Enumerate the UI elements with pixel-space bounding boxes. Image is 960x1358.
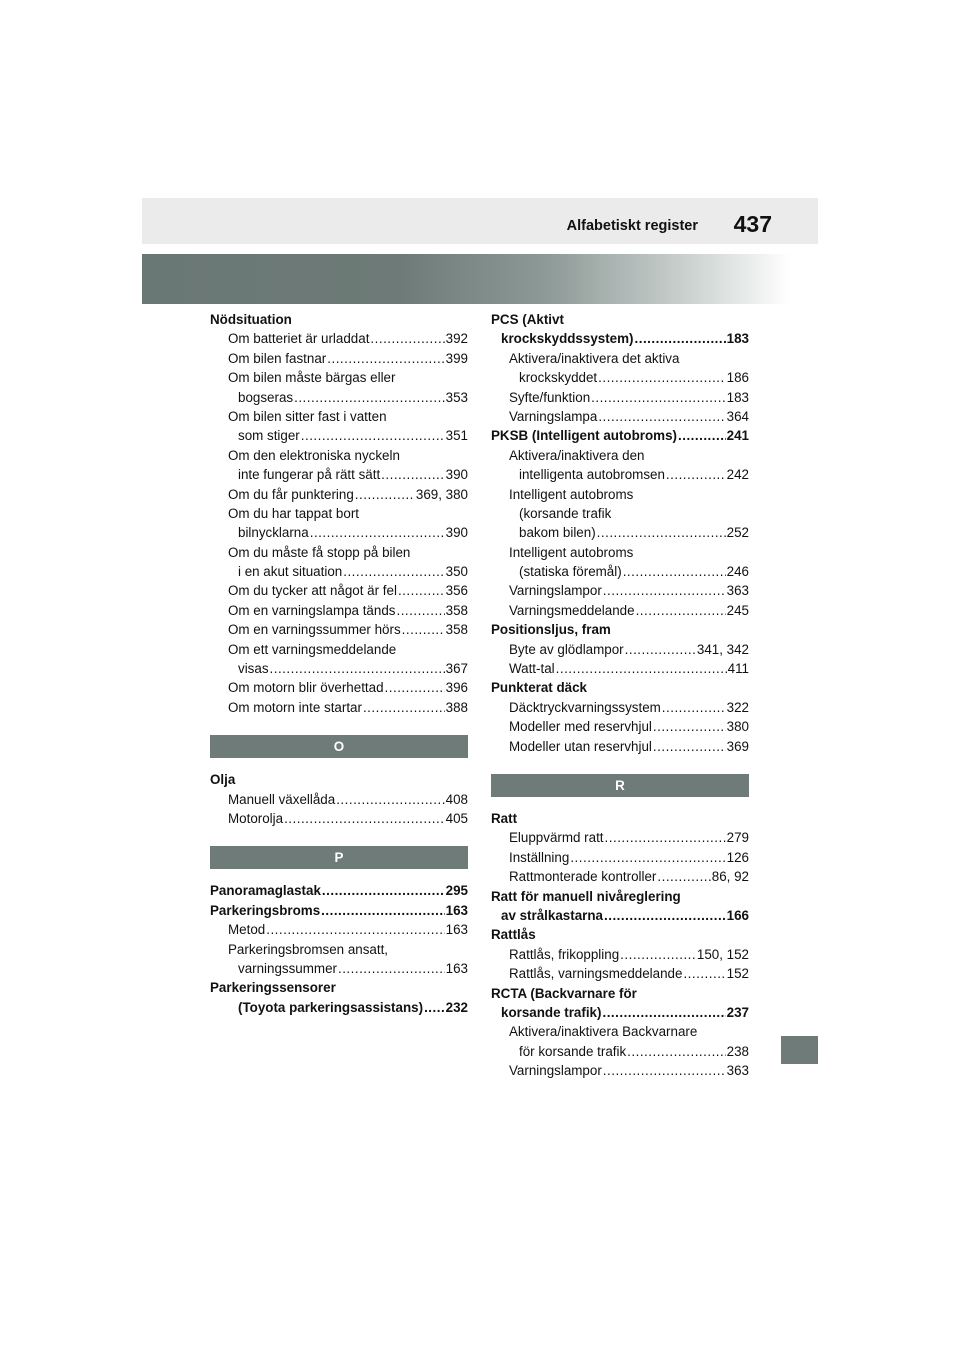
- index-entry: [210, 901, 468, 920]
- index-entry-page-ref[interactable]: 388: [445, 699, 468, 715]
- dot-leader: [598, 407, 725, 426]
- index-entry-page-ref[interactable]: 166: [726, 907, 749, 923]
- dot-leader: [266, 920, 444, 939]
- dot-leader: [338, 959, 445, 978]
- index-entry: [491, 310, 749, 329]
- index-entry: [491, 925, 749, 944]
- dot-leader: [322, 881, 445, 900]
- index-entry-term: visas: [238, 661, 269, 677]
- index-entry: [210, 581, 468, 600]
- dot-leader: [570, 848, 725, 867]
- index-entry-term: krockskyddet: [519, 370, 598, 386]
- index-entry-term: varningssummer: [238, 960, 337, 976]
- section-spacer: [210, 758, 468, 770]
- dot-leader: [385, 678, 445, 697]
- dot-leader: [678, 426, 726, 445]
- section-spacer: [491, 797, 749, 809]
- dot-leader: [635, 329, 726, 348]
- index-entry: [210, 543, 468, 562]
- index-entry: [491, 906, 749, 925]
- dot-leader: [657, 867, 710, 886]
- page-header: [142, 198, 818, 244]
- index-entry-term: Om den elektroniska nyckeln: [228, 447, 400, 463]
- index-entry-term: inte fungerar på rätt sätt: [238, 467, 381, 483]
- index-entry: [210, 659, 468, 678]
- index-entry: [210, 368, 468, 387]
- dot-leader: [605, 828, 726, 847]
- index-entry: [491, 485, 749, 504]
- index-entry-page-ref[interactable]: 186: [726, 370, 749, 386]
- index-entry: [210, 485, 468, 504]
- index-entry-page-ref[interactable]: 358: [445, 622, 468, 638]
- index-entry-page-ref[interactable]: 341, 342: [696, 641, 749, 657]
- index-entry-term: Manuell växellåda: [228, 791, 336, 807]
- index-entry: [210, 465, 468, 484]
- index-entry-page-ref[interactable]: 126: [726, 849, 749, 865]
- index-entry-term: Aktivera/inaktivera den: [509, 447, 645, 463]
- index-entry-page-ref[interactable]: 279: [726, 830, 749, 846]
- header-gradient-band: [142, 254, 818, 304]
- index-entry: [210, 790, 468, 809]
- index-entry: [210, 678, 468, 697]
- index-entry-page-ref[interactable]: 396: [445, 680, 468, 696]
- index-entry: [491, 867, 749, 886]
- index-entry-term: (korsande trafik: [519, 505, 612, 521]
- index-entry-term: (statiska föremål): [519, 564, 622, 580]
- index-entry-term: Rattlås, varningsmeddelande: [509, 966, 683, 982]
- index-entry: [210, 959, 468, 978]
- index-entry-term: Intelligent autobroms: [509, 544, 634, 560]
- index-column-left: [210, 310, 468, 1017]
- dot-leader: [270, 659, 445, 678]
- index-entry: [491, 601, 749, 620]
- index-entry-page-ref[interactable]: 163: [445, 922, 468, 938]
- index-entry: [491, 887, 749, 906]
- index-entry-term: Om du får punktering: [228, 486, 354, 502]
- index-entry: [491, 407, 749, 426]
- index-entry-term: Nödsituation: [210, 312, 292, 327]
- index-entry-term: Motorolja: [228, 810, 284, 826]
- index-entry-term: Om en varningslampa tänds: [228, 602, 396, 618]
- dot-leader: [597, 523, 726, 542]
- dot-leader: [363, 698, 445, 717]
- dot-leader: [294, 388, 445, 407]
- index-entry-term: PCS (Aktivt: [491, 312, 564, 327]
- index-entry: [210, 329, 468, 348]
- index-entry-term: Olja: [210, 772, 236, 788]
- index-entry-term: för korsande trafik: [519, 1043, 627, 1059]
- index-entry-page-ref[interactable]: 183: [726, 389, 749, 405]
- index-entry: [491, 426, 749, 445]
- index-entry-term: Punkterat däck: [491, 680, 588, 696]
- index-entry: [491, 523, 749, 542]
- dot-leader: [625, 640, 696, 659]
- index-entry-term: Rattlås: [491, 927, 536, 943]
- index-entry: [210, 446, 468, 465]
- index-entry: [491, 620, 749, 639]
- index-entry-term: Parkeringssensorer: [210, 980, 336, 996]
- index-entry: [491, 1003, 749, 1022]
- index-entry-page-ref[interactable]: 405: [445, 810, 468, 826]
- index-entry: [491, 446, 749, 465]
- index-entry: [210, 770, 468, 789]
- dot-leader: [381, 465, 444, 484]
- index-entry: [491, 848, 749, 867]
- index-entry-term: Intelligent autobroms: [509, 486, 634, 502]
- index-entry: [210, 523, 468, 542]
- dot-leader: [327, 349, 444, 368]
- chapter-thumb-tab: [781, 1036, 818, 1064]
- index-entry-page-ref[interactable]: 369: [726, 738, 749, 754]
- index-entry: [210, 998, 468, 1017]
- dot-leader: [424, 998, 445, 1017]
- index-entry-term: Om en varningssummer hörs: [228, 622, 401, 638]
- index-entry-term: PKSB (Intelligent autobroms): [491, 428, 677, 444]
- index-entry-page-ref[interactable]: 242: [726, 467, 749, 483]
- dot-leader: [310, 523, 445, 542]
- index-entry: [491, 809, 749, 828]
- index-entry-term: Om motorn inte startar: [228, 699, 362, 715]
- index-entry-term: som stiger: [238, 428, 300, 444]
- dot-leader: [620, 945, 696, 964]
- index-entry: [210, 310, 468, 329]
- index-entry: [210, 388, 468, 407]
- index-entry-page-ref[interactable]: 152: [726, 966, 749, 982]
- dot-leader: [370, 329, 444, 348]
- index-entry: [491, 329, 749, 348]
- dot-leader: [321, 901, 445, 920]
- index-entry-page-ref[interactable]: 356: [445, 583, 468, 599]
- index-entry: [210, 698, 468, 717]
- dot-leader: [396, 601, 444, 620]
- dot-leader: [627, 1042, 725, 1061]
- index-entry-page-ref[interactable]: 411: [727, 661, 749, 677]
- index-entry-term: Om bilen sitter fast i vatten: [228, 408, 387, 424]
- dot-leader: [336, 790, 444, 809]
- index-entry: [491, 581, 749, 600]
- index-entry-page-ref[interactable]: 237: [726, 1004, 749, 1020]
- dot-leader: [653, 737, 726, 756]
- dot-leader: [398, 581, 445, 600]
- index-entry: [210, 881, 468, 900]
- index-entry-term: Om du måste få stopp på bilen: [228, 544, 411, 560]
- index-entry: [210, 426, 468, 445]
- index-entry-term: Om ett varningsmeddelande: [228, 641, 397, 657]
- index-entry-page-ref[interactable]: 353: [445, 389, 468, 405]
- index-entry-page-ref[interactable]: 399: [445, 350, 468, 366]
- index-entry: [210, 640, 468, 659]
- index-entry-page-ref[interactable]: 163: [445, 902, 468, 918]
- index-entry-term: krockskyddssystem): [501, 331, 634, 347]
- index-entry-term: Parkeringsbromsen ansatt,: [228, 941, 389, 957]
- index-entry: [491, 562, 749, 581]
- index-entry: [210, 504, 468, 523]
- index-entry-term: i en akut situation: [238, 564, 343, 580]
- index-entry: [491, 543, 749, 562]
- index-entry-page-ref[interactable]: 358: [445, 602, 468, 618]
- index-entry-term: korsande trafik): [501, 1004, 602, 1020]
- index-entry-term: Syfte/funktion: [509, 389, 591, 405]
- dot-leader: [343, 562, 444, 581]
- index-entry: [491, 828, 749, 847]
- index-entry: [210, 620, 468, 639]
- index-entry-page-ref[interactable]: 363: [726, 583, 749, 599]
- index-entry-term: Aktivera/inaktivera Backvarnare: [509, 1024, 698, 1040]
- index-entry-term: Metod: [228, 922, 266, 938]
- index-entry: [210, 407, 468, 426]
- index-entry: [210, 809, 468, 828]
- index-entry-term: Ratt för manuell nivåreglering: [491, 888, 681, 904]
- section-spacer: [210, 869, 468, 881]
- dot-leader: [284, 809, 445, 828]
- index-entry-term: Modeller utan reservhjul: [509, 738, 652, 754]
- index-entry: [491, 388, 749, 407]
- dot-leader: [355, 485, 415, 504]
- index-entry-term: Eluppvärmd ratt: [509, 830, 604, 846]
- index-entry: [210, 562, 468, 581]
- index-entry: [491, 698, 749, 717]
- index-entry-term: bakom bilen): [519, 525, 596, 541]
- index-entry: [491, 945, 749, 964]
- dot-leader: [666, 465, 726, 484]
- index-entry: [491, 984, 749, 1003]
- dot-leader: [598, 368, 726, 387]
- index-entry-term: Inställning: [509, 849, 570, 865]
- dot-leader: [301, 426, 445, 445]
- index-entry: [491, 717, 749, 736]
- index-entry: [491, 349, 749, 368]
- index-entry-term: intelligenta autobromsen: [519, 467, 665, 483]
- index-entry: [491, 504, 749, 523]
- section-letter-bar: P: [210, 846, 468, 869]
- index-entry: [491, 1061, 749, 1080]
- index-entry-page-ref[interactable]: 241: [726, 428, 749, 444]
- index-entry: [491, 659, 749, 678]
- index-entry-term: (Toyota parkeringsassistans): [238, 999, 424, 1015]
- index-entry-page-ref[interactable]: 392: [445, 331, 468, 347]
- dot-leader: [603, 1061, 726, 1080]
- section-letter-bar: O: [210, 735, 468, 758]
- index-entry-term: Om batteriet är urladdat: [228, 331, 370, 347]
- index-entry: [491, 640, 749, 659]
- dot-leader: [683, 964, 725, 983]
- dot-leader: [653, 717, 726, 736]
- index-entry-term: Om du tycker att något är fel: [228, 583, 397, 599]
- index-entry-page-ref[interactable]: 245: [726, 602, 749, 618]
- index-entry-term: Aktivera/inaktivera det aktiva: [509, 350, 680, 366]
- index-entry-page-ref[interactable]: 86, 92: [711, 869, 749, 885]
- index-entry-term: Panoramaglastak: [210, 883, 321, 899]
- index-entry-term: Däcktryckvarningssystem: [509, 699, 661, 715]
- index-entry-term: Rattlås, frikoppling: [509, 946, 620, 962]
- index-entry-page-ref[interactable]: 363: [726, 1063, 749, 1079]
- index-entry: [491, 678, 749, 697]
- index-entry: [210, 978, 468, 997]
- index-entry-term: Om du har tappat bort: [228, 505, 360, 521]
- index-entry: [210, 940, 468, 959]
- index-entry-page-ref[interactable]: 232: [445, 999, 468, 1015]
- index-entry-term: Varningslampa: [509, 408, 598, 424]
- index-entry-term: Om bilen fastnar: [228, 350, 327, 366]
- index-entry-page-ref[interactable]: 163: [445, 960, 468, 976]
- index-entry-page-ref[interactable]: 183: [726, 331, 749, 347]
- index-entry-page-ref[interactable]: 238: [726, 1043, 749, 1059]
- index-entry: [210, 349, 468, 368]
- index-entry-term: Rattmonterade kontroller: [509, 869, 657, 885]
- index-entry-term: bilnycklarna: [238, 525, 309, 541]
- index-entry-term: Varningslampor: [509, 1063, 602, 1079]
- index-entry-page-ref[interactable]: 367: [445, 661, 468, 677]
- section-spacer: [210, 717, 468, 735]
- index-entry-page-ref[interactable]: 351: [445, 428, 468, 444]
- section-spacer: [491, 756, 749, 774]
- index-entry-page-ref[interactable]: 350: [445, 564, 468, 580]
- dot-leader: [623, 562, 726, 581]
- index-entry: [210, 920, 468, 939]
- dot-leader: [556, 659, 727, 678]
- index-entry-term: Varningsmeddelande: [509, 602, 635, 618]
- index-entry-page-ref[interactable]: 364: [726, 408, 749, 424]
- index-entry-term: Ratt: [491, 810, 518, 826]
- index-entry-term: Om bilen måste bärgas eller: [228, 370, 396, 386]
- index-entry-page-ref[interactable]: 322: [726, 699, 749, 715]
- index-entry-term: Byte av glödlampor: [509, 641, 624, 657]
- dot-leader: [602, 1003, 725, 1022]
- dot-leader: [603, 581, 726, 600]
- index-entry-term: Modeller med reservhjul: [509, 719, 652, 735]
- index-entry-page-ref[interactable]: 369, 380: [415, 486, 468, 502]
- index-entry-term: Watt-tal: [509, 661, 555, 677]
- index-entry-page-ref[interactable]: 246: [726, 564, 749, 580]
- section-letter-bar: R: [491, 774, 749, 797]
- dot-leader: [636, 601, 726, 620]
- index-entry-term: Positionsljus, fram: [491, 622, 611, 638]
- index-entry-page-ref[interactable]: 252: [726, 525, 749, 541]
- dot-leader: [604, 906, 726, 925]
- dot-leader: [662, 698, 726, 717]
- section-spacer: [210, 828, 468, 846]
- index-entry: [491, 368, 749, 387]
- index-entry: [491, 737, 749, 756]
- index-column-right: [491, 310, 749, 1080]
- index-entry-page-ref[interactable]: 150, 152: [696, 946, 749, 962]
- header-title: Alfabetiskt register: [566, 218, 698, 234]
- index-entry-page-ref[interactable]: 380: [726, 719, 749, 735]
- index-entry-page-ref[interactable]: 295: [445, 883, 468, 899]
- index-entry-page-ref[interactable]: 390: [445, 467, 468, 483]
- index-entry: [491, 1022, 749, 1041]
- dot-leader: [591, 388, 726, 407]
- index-entry-page-ref[interactable]: 390: [445, 525, 468, 541]
- page-number: 437: [733, 211, 772, 237]
- index-entry-term: Om motorn blir överhettad: [228, 680, 384, 696]
- index-entry-term: RCTA (Backvarnare för: [491, 985, 637, 1001]
- index-entry: [491, 964, 749, 983]
- index-entry: [491, 1042, 749, 1061]
- dot-leader: [402, 620, 445, 639]
- index-entry-page-ref[interactable]: 408: [445, 791, 468, 807]
- index-entry-term: Varningslampor: [509, 583, 602, 599]
- index-entry-term: av strålkastarna: [501, 907, 603, 923]
- index-entry: [210, 601, 468, 620]
- index-entry-term: bogseras: [238, 389, 294, 405]
- index-entry: [491, 465, 749, 484]
- index-entry-term: Parkeringsbroms: [210, 902, 321, 918]
